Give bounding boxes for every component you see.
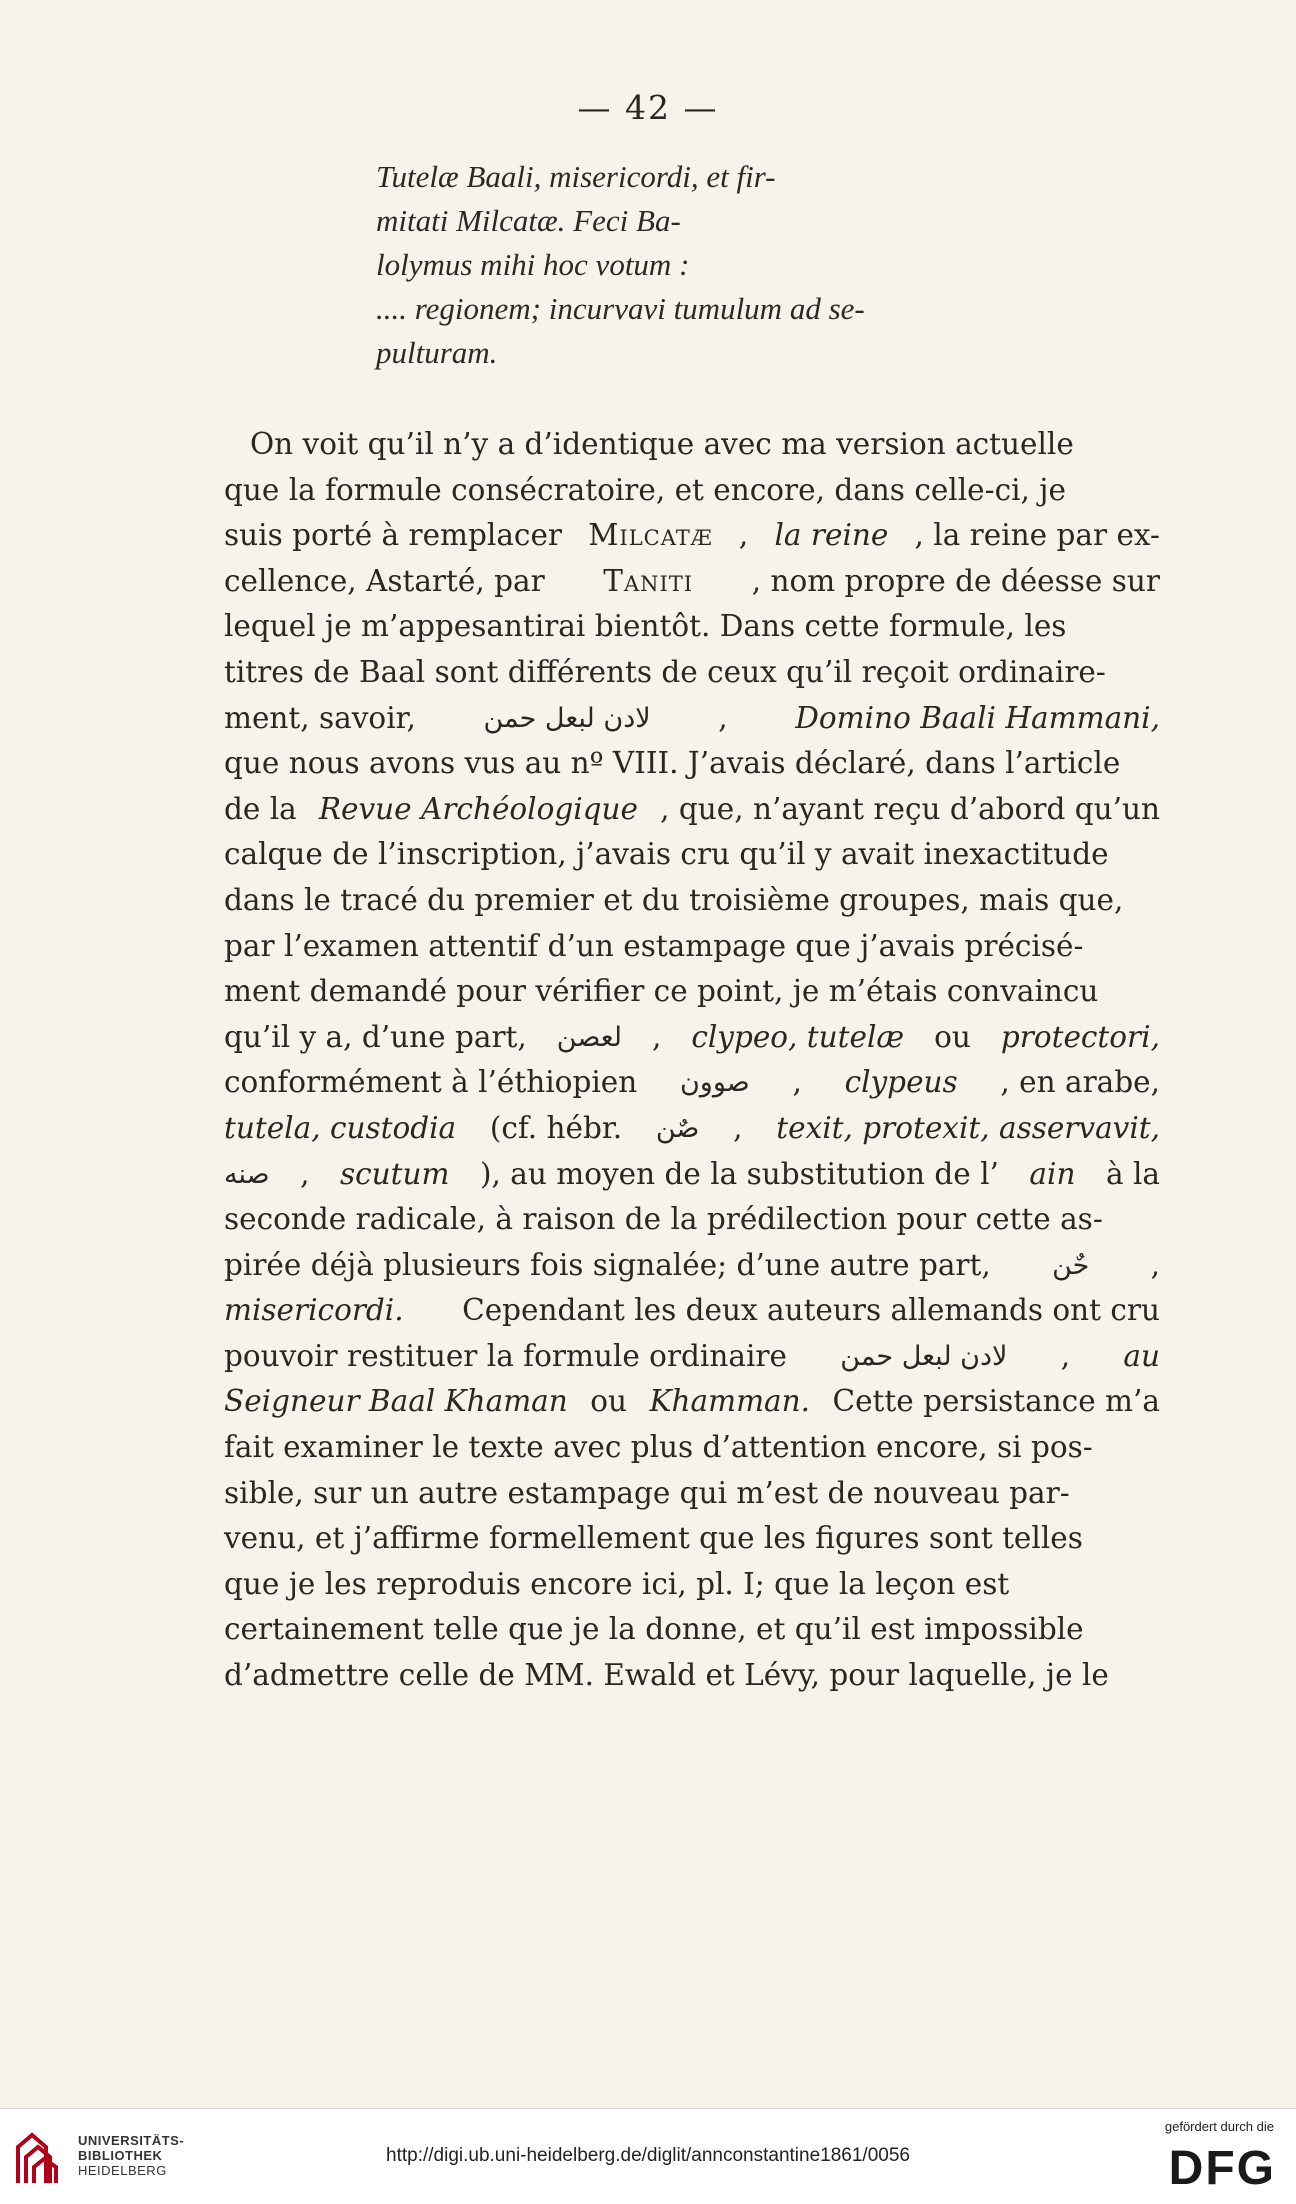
text-line: d’admettre celle de MM. Ewald et Lévy, pour laquelle, je le bbox=[224, 1658, 1109, 1693]
text-line: dans le tracé du premier et du troisième groupes, mais que, bbox=[224, 882, 1124, 917]
footer-bar bbox=[0, 2108, 1296, 2204]
arabic-text: صٌن bbox=[655, 1112, 700, 1144]
text-line: que nous avons vus au nº VIII. J’avais déclaré, dans l’article bbox=[224, 746, 1121, 781]
text-line: de la Revue Archéologique , que, n’ayant reçu d’abord qu’un bbox=[224, 791, 1160, 826]
funded-by-label: gefördert durch die bbox=[1164, 2119, 1274, 2134]
quote-line: .... regionem; incurvavi tumulum ad se- bbox=[376, 291, 865, 326]
text-line: pouvoir restituer la formule ordinaire لادن لبعل حمن , au bbox=[224, 1334, 1160, 1380]
library-name: UNIVERSITÄTS- BIBLIOTHEK HEIDELBERG bbox=[78, 2133, 185, 2178]
arabic-text: لادن لبعل حمن bbox=[840, 1340, 1008, 1372]
arabic-text: صنه bbox=[224, 1158, 270, 1190]
text-line: ment, savoir, لادن لبعل حمن , Domino Baali Hammani, bbox=[224, 696, 1160, 742]
text-line: titres de Baal sont différents de ceux qu’il reçoit ordinaire- bbox=[224, 654, 1106, 689]
text-line: venu, et j’affirme formellement que les figures sont telles bbox=[224, 1521, 1083, 1556]
source-url-link[interactable]: http://digi.ub.uni-heidelberg.de/diglit/annconstantine1861/0056 bbox=[386, 2145, 910, 2166]
body-paragraph bbox=[224, 422, 1160, 1699]
arabic-text: لعصن bbox=[556, 1021, 622, 1053]
text-line: pirée déjà plusieurs fois signalée; d’une autre part, حٌن , bbox=[224, 1243, 1160, 1289]
quote-line: Tutelæ Baali, misericordi, et fir- bbox=[376, 159, 776, 194]
arabic-text: صوون bbox=[679, 1067, 750, 1099]
text-line: sible, sur un autre estampage qui m’est de nouveau par- bbox=[224, 1475, 1070, 1510]
text-line: Seigneur Baal Khaman ou Khamman. Cette persistance m’a bbox=[224, 1384, 1160, 1419]
text-line: fait examiner le texte avec plus d’attention encore, si pos- bbox=[224, 1430, 1093, 1465]
text-line: conformément à l’éthiopien صوون , clypeus , en arabe, bbox=[224, 1060, 1160, 1106]
quote-line: lolymus mihi hoc votum : bbox=[376, 247, 690, 282]
text-line: صنه , scutum ), au moyen de la substitution de l’ ain à la bbox=[224, 1152, 1160, 1198]
text-line: certainement telle que je la donne, et qu’il est impossible bbox=[224, 1612, 1084, 1647]
quote-line: pulturam. bbox=[376, 335, 498, 370]
text-line: ment demandé pour vérifier ce point, je m’étais convaincu bbox=[224, 974, 1099, 1009]
text-line: tutela, custodia (cf. hébr. صٌن , texit, protexit, asservavit, bbox=[224, 1106, 1160, 1152]
quote-line: mitati Milcatæ. Feci Ba- bbox=[376, 203, 681, 238]
latin-quote bbox=[376, 155, 976, 375]
text-line: misericordi. Cependant les deux auteurs allemands ont cru bbox=[224, 1293, 1160, 1328]
text-line: On voit qu’il n’y a d’identique avec ma version actuelle bbox=[250, 427, 1074, 461]
text-line: seconde radicale, à raison de la prédilection pour cette as- bbox=[224, 1202, 1103, 1237]
text-line: cellence, Astarté, par Taniti , nom propre de déesse sur bbox=[224, 563, 1160, 598]
text-line: suis porté à remplacer Milcatæ , la reine , la reine par ex- bbox=[224, 518, 1160, 553]
arabic-text: لادن لبعل حمن bbox=[483, 702, 651, 734]
dfg-logo: DFG bbox=[1168, 2142, 1276, 2195]
text-line: que je les reproduis encore ici, pl. I; que la leçon est bbox=[224, 1566, 1010, 1601]
arabic-text: حٌن bbox=[1052, 1249, 1090, 1281]
page-number: — 42 — bbox=[577, 88, 719, 127]
text-line: qu’il y a, d’une part, لعصن , clypeo, tutelæ ou protectori, bbox=[224, 1015, 1160, 1061]
text-line: lequel je m’appesantirai bientôt. Dans cette formule, les bbox=[224, 609, 1067, 644]
text-line: que la formule consécratoire, et encore, dans celle-ci, je bbox=[224, 472, 1066, 507]
text-line: par l’examen attentif d’un estampage que j’avais précisé- bbox=[224, 928, 1084, 963]
text-line: calque de l’inscription, j’avais cru qu’il y avait inexactitude bbox=[224, 837, 1109, 872]
